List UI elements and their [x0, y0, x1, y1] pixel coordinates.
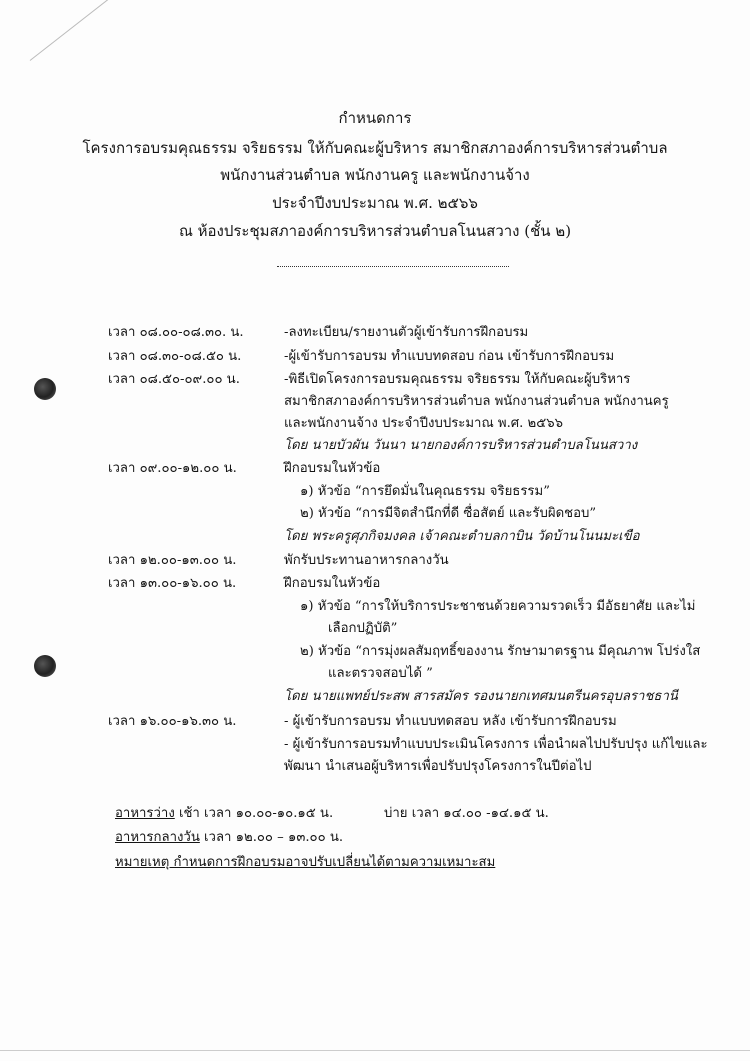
- schedule-topic: เลือกปฏิบัติ”: [328, 621, 398, 636]
- project-name: โครงการอบรมคุณธรรม จริยธรรม ให้กับคณะผู้บริหาร สมาชิกสภาองค์การบริหารส่วนตำบล: [82, 139, 668, 157]
- doc-title: กำหนดการ: [338, 109, 412, 127]
- schedule-topic: และตรวจสอบได้ ”: [328, 666, 433, 681]
- note: หมายเหตุ กำหนดการฝึกอบรมอาจปรับเปลี่ยนได้ตามความเหมาะสม: [115, 855, 496, 870]
- snack-afternoon: บ่าย เวลา ๑๔.๐๐ -๑๔.๑๕ น.: [384, 806, 549, 821]
- schedule-desc: - ผู้เข้ารับการอบรม ทำแบบทดสอบ หลัง เข้ารับการฝึกอบรม: [284, 714, 617, 729]
- schedule-topic: ๑) หัวข้อ “การให้บริการประชาชนด้วยความรวดเร็ว มีอัธยาศัย และไม่: [300, 599, 696, 614]
- dotted-divider: [277, 266, 509, 267]
- schedule-time: เวลา ๐๘.๓๐-๐๘.๕๐ น.: [108, 349, 242, 364]
- schedule-time: เวลา ๐๙.๐๐-๑๒.๐๐ น.: [108, 461, 237, 476]
- snack-label: อาหารว่าง: [115, 806, 175, 821]
- snack-morning: เช้า เวลา ๑๐.๐๐-๑๐.๑๕ น.: [174, 806, 334, 821]
- schedule-time: เวลา ๑๒.๐๐-๑๓.๐๐ น.: [108, 553, 237, 568]
- schedule-desc: -ลงทะเบียน/รายงานตัวผู้เข้ารับการฝึกอบรม: [284, 325, 529, 340]
- schedule-topic: ๒) หัวข้อ “การมุ่งผลสัมฤทธิ์ของงาน รักษามาตรฐาน มีคุณภาพ โปร่งใส: [300, 644, 701, 659]
- schedule-desc: และพนักงานจ้าง ประจำปีงบประมาณ พ.ศ. ๒๕๖๖: [284, 416, 563, 431]
- fiscal-year: ประจำปีงบประมาณ พ.ศ. ๒๕๖๖: [272, 194, 478, 212]
- scan-artifact-line: [0, 1050, 750, 1051]
- snack-line: [115, 802, 333, 823]
- scan-artifact-line: [30, 0, 133, 61]
- schedule-speaker: โดย นายแพทย์ประสพ สารสมัคร รองนายกเทศมนตรีนครอุบลราชธานี: [284, 689, 678, 704]
- participants: พนักงานส่วนตำบล พนักงานครู และพนักงานจ้าง: [220, 166, 530, 184]
- punch-hole: [34, 655, 56, 677]
- schedule-desc: พักรับประทานอาหารกลางวัน: [284, 553, 449, 568]
- schedule-speaker: โดย นายบัวผัน วันนา นายกองค์การบริหารส่วนตำบลโนนสวาง: [284, 438, 638, 453]
- schedule-speaker: โดย พระครูศุภกิจมงคล เจ้าคณะตำบลกาบิน วัดบ้านโนนมะเขือ: [284, 529, 640, 544]
- schedule-desc: -พิธีเปิดโครงการอบรมคุณธรรม จริยธรรม ให้กับคณะผู้บริหาร: [284, 372, 631, 387]
- schedule-time: เวลา ๑๖.๐๐-๑๖.๓๐ น.: [108, 714, 237, 729]
- schedule-topic: ๒) หัวข้อ “การมีจิตสำนึกที่ดี ซื่อสัตย์ และรับผิดชอบ”: [300, 506, 597, 521]
- schedule-topic: ๑) หัวข้อ “การยึดมั่นในคุณธรรม จริยธรรม”: [300, 484, 550, 499]
- schedule-time: เวลา ๐๘.๕๐-๐๙.๐๐ น.: [108, 372, 240, 387]
- schedule-desc: ฝึกอบรมในหัวข้อ: [284, 461, 381, 476]
- schedule-time: เวลา ๑๓.๐๐-๑๖.๐๐ น.: [108, 576, 237, 591]
- lunch-time: เวลา ๑๒.๐๐ – ๑๓.๐๐ น.: [199, 830, 344, 845]
- lunch-label: อาหารกลางวัน: [115, 830, 200, 845]
- punch-hole: [34, 378, 56, 400]
- schedule-time: เวลา ๐๘.๐๐-๐๘.๓๐. น.: [108, 325, 244, 340]
- schedule-desc: สมาชิกสภาองค์การบริหารส่วนตำบล พนักงานส่วนตำบล พนักงานครู: [284, 394, 669, 409]
- schedule-desc: ฝึกอบรมในหัวข้อ: [284, 576, 381, 591]
- lunch-line: [115, 826, 343, 847]
- schedule-desc: -ผู้เข้ารับการอบรม ทำแบบทดสอบ ก่อน เข้ารับการฝึกอบรม: [284, 349, 615, 364]
- schedule-desc: - ผู้เข้ารับการอบรมทำแบบประเมินโครงการ เพื่อนำผลไปปรับปรุง แก้ไขและ: [284, 737, 708, 752]
- venue: ณ ห้องประชุมสภาองค์การบริหารส่วนตำบลโนนสวาง (ชั้น ๒): [178, 222, 572, 240]
- schedule-desc: พัฒนา นำเสนอผู้บริหารเพื่อปรับปรุงโครงการในปีต่อไป: [284, 759, 592, 774]
